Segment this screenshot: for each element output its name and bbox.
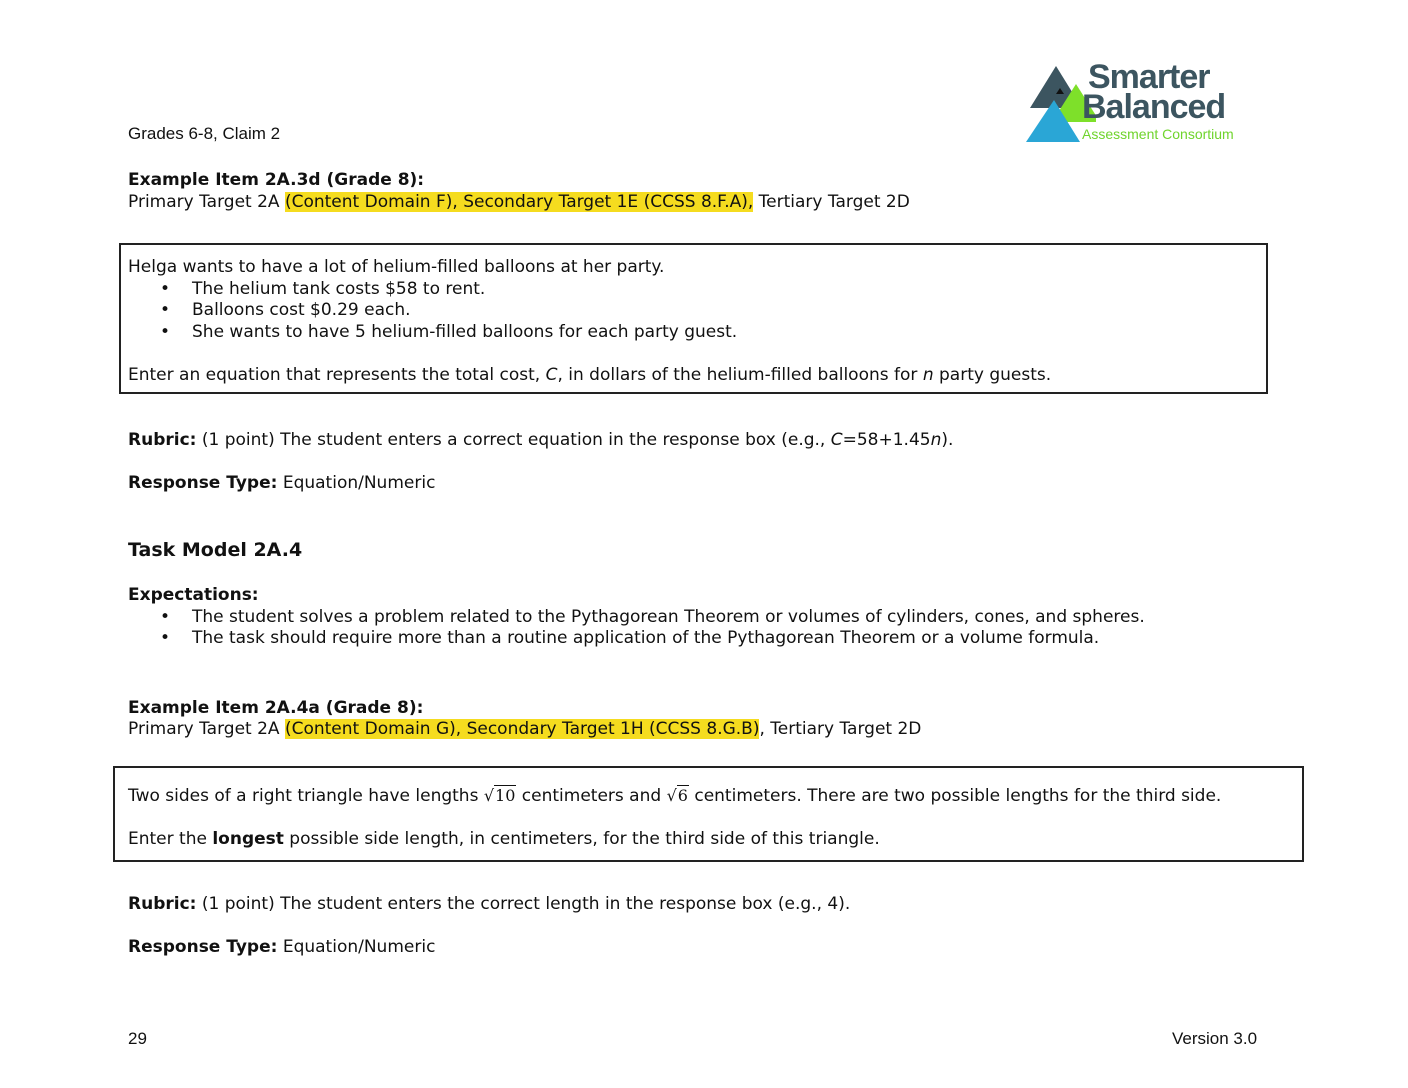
item1-bullet: • Balloons cost $0.29 each. [160, 300, 411, 320]
page-subtitle: Grades 6-8, Claim 2 [128, 124, 281, 143]
item1-prompt: Enter an equation that represents the total cost, C, in dollars of the helium-filled balloons for n party guests. [128, 365, 1052, 385]
item2-targets-highlight: (Content Domain G), Secondary Target 1H (CCSS 8.G.B) [284, 719, 760, 739]
item2-enter-prompt: Enter the longest possible side length, in centimeters, for the third side of this triangle. [128, 829, 880, 849]
version-label: Version 3.0 [1172, 1029, 1258, 1048]
smarter-balanced-logo [1026, 58, 1266, 148]
item1-bullet: • The helium tank costs $58 to rent. [160, 279, 486, 299]
item2-title: Example Item 2A.4a (Grade 8): [128, 698, 424, 718]
expectation-item: • The student solves a problem related to the Pythagorean Theorem or volumes of cylinders, cones, and spheres. [160, 607, 1145, 627]
item1-response-type: Response Type: Equation/Numeric [128, 473, 436, 493]
item1-rubric: Rubric: (1 point) The student enters a correct equation in the response box (e.g., C=58+1.45n). [128, 430, 954, 450]
item2-response-type: Response Type: Equation/Numeric [128, 937, 436, 957]
item2-rubric: Rubric: (1 point) The student enters the correct length in the response box (e.g., 4). [128, 894, 851, 914]
logo-word-consortium: Assessment Consortium [1082, 126, 1234, 142]
item1-title: Example Item 2A.3d (Grade 8): [128, 170, 425, 190]
page-number: 29 [128, 1029, 147, 1048]
item1-targets-pre: Primary Target 2A [128, 192, 285, 212]
item1-targets-highlight: (Content Domain F), Secondary Target 1E (CCSS 8.F.A), [284, 192, 754, 212]
item1-targets [128, 191, 910, 213]
item1-targets-post: Tertiary Target 2D [753, 192, 910, 212]
item2-targets: Primary Target 2A (Content Domain G), Secondary Target 1H (CCSS 8.G.B), Tertiary Target 2D [128, 719, 922, 739]
item1-intro: Helga wants to have a lot of helium-filled balloons at her party. [128, 257, 665, 277]
expectation-item: • The task should require more than a routine application of the Pythagorean Theorem or a volume formula. [160, 628, 1100, 648]
expectations-label: Expectations: [128, 585, 259, 605]
logo-word-balanced: Balanced [1082, 88, 1226, 126]
item2-question: Two sides of a right triangle have lengths √10 centimeters and √6 centimeters. There are two possible lengths for the third side. [128, 786, 1222, 806]
sqrt-10: √10 [483, 786, 516, 805]
sqrt-6: √6 [666, 786, 688, 805]
task-model-title: Task Model 2A.4 [128, 539, 303, 561]
item1-bullet: • She wants to have 5 helium-filled balloons for each party guest. [160, 322, 738, 342]
logo-word-smarter: Smarter [1088, 58, 1210, 96]
